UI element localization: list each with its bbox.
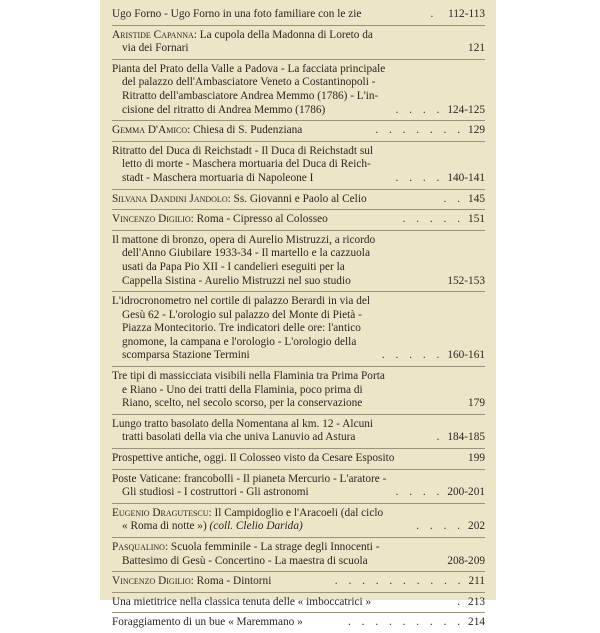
entry-text: La cupola della Madonna di Loreto da: [196, 28, 373, 41]
index-entry: [112, 470, 485, 504]
index-entry: [112, 26, 485, 60]
entry-text: Pianta del Prato della Valle a Padova - La facciata principale: [112, 62, 386, 75]
index-entry: [112, 538, 485, 572]
leader-dots: .: [430, 8, 445, 20]
page-number: 213: [468, 595, 485, 608]
page-number: 160-161: [447, 349, 485, 362]
entry-text: Ritratto dell'ambasciatore Andrea Memmo (1786) - L'in-: [122, 89, 379, 102]
page-ref: [443, 555, 485, 569]
entry-text: Cappella Sistina - Aurelio Mistruzzi nel suo studio: [122, 274, 351, 287]
entry-text: tratti basolati della via che univa Lanuvio ad Astura: [122, 431, 356, 444]
index-entry: [112, 231, 485, 292]
entry-text: Ss. Giovanni e Paolo al Celio: [230, 192, 367, 205]
index-entry: [112, 415, 485, 449]
page-number: 184-185: [447, 431, 485, 444]
index-entry: [112, 572, 485, 593]
index-entry: [112, 292, 485, 367]
index-entry: [112, 593, 485, 614]
entry-author: Vincenzo Digilio:: [112, 213, 194, 226]
page-ref: [403, 213, 485, 227]
entry-text: Ritratto del Duca di Reichstadt - Il Duca di Reichstadt sul: [112, 144, 374, 157]
entry-text: Ugo Forno - Ugo Forno in una foto familiare con le zie: [112, 8, 362, 20]
entry-text: Gesù 62 - L'orologio sul palazzo del Monte di Pietà -: [122, 308, 362, 321]
leader-dots: .: [436, 431, 444, 444]
entry-text: scomparsa Stazione Termini: [122, 349, 250, 362]
entry-author: Aristide Capanna:: [112, 28, 197, 41]
leader-dots: . . . . . . . . .: [348, 616, 465, 629]
entry-text: letto di morte - Maschera mortuaria del Duca di Reich-: [122, 158, 371, 171]
entry-text: cisione del ritratto di Andrea Memmo (1786): [122, 103, 326, 116]
page-ref: [382, 349, 485, 363]
page-number: 179: [468, 397, 485, 410]
page-ref: [444, 193, 485, 207]
index-entry: [112, 60, 485, 121]
page-ref: [375, 124, 485, 138]
page-ref: [431, 8, 485, 22]
index-entry: [112, 142, 485, 190]
page-number: 208-209: [447, 554, 485, 567]
index-entry: [112, 613, 485, 633]
index-entry: [112, 367, 485, 415]
page-ref: [335, 575, 485, 589]
entry-collection: (coll. Clelio Darida): [209, 520, 303, 533]
page-ref: [443, 275, 485, 289]
entry-author: Eugenio Dragutescu:: [112, 506, 212, 519]
leader-dots: . . . . . . .: [375, 124, 465, 137]
index-entry: [112, 190, 485, 211]
index-entry: [112, 449, 485, 470]
page-ref: [396, 486, 485, 500]
page-ref: [464, 42, 485, 56]
page-ref: [348, 616, 485, 630]
page-number: 151: [468, 213, 485, 226]
leader-dots: .: [457, 595, 465, 608]
page-ref: [416, 520, 485, 534]
leader-dots: . .: [443, 192, 465, 205]
page-ref: [396, 104, 485, 118]
entry-author: Gemma D'Amico:: [112, 124, 191, 137]
index-entry: [112, 504, 485, 538]
entry-text: Tre tipi di massicciata visibili nella Flaminia tra Prima Porta: [112, 370, 385, 383]
entry-text: Foraggiamento di un bue « Maremmano »: [112, 616, 303, 629]
page-number: 211: [468, 575, 485, 588]
illustration-index: [112, 5, 485, 633]
entry-text: Il mattone di bronzo, opera di Aurelio Mistruzzi, a ricordo: [112, 233, 376, 246]
page-number: 140-141: [447, 171, 485, 184]
entry-author: Pasqualino:: [112, 541, 169, 553]
leader-dots: . . . .: [395, 486, 444, 499]
entry-text: Poste Vaticane: francobolli - Il pianeta Mercurio - L'aratore -: [112, 472, 387, 485]
page-number: 129: [468, 124, 485, 137]
leader-dots: . . . . .: [381, 349, 444, 362]
page-ref: [464, 397, 485, 411]
entry-text: Scuola femminile - La strage degli Innocenti -: [168, 541, 380, 553]
entry-text: Piazza Montecitorio. Tre indicatori delle ore: l'antico: [122, 322, 361, 335]
entry-text: « Roma di notte »): [122, 520, 210, 533]
leader-dots: . . . .: [395, 171, 444, 184]
entry-text: via dei Fornari: [122, 42, 189, 55]
entry-text: gnomone, la campana e l'orologio - L'orologio della: [122, 335, 357, 348]
entry-text: e Riano - Uno dei tratti della Flaminia, poco prima di: [122, 383, 363, 396]
entry-text: Roma - Cipresso al Colosseo: [193, 213, 328, 226]
page-number: 202: [468, 520, 485, 533]
entry-text: L'idrocronometro nel cortile di palazzo Berardi in via del: [112, 295, 370, 308]
entry-text: stadt - Maschera mortuaria di Napoleone I: [122, 171, 314, 184]
page-ref: [396, 172, 485, 186]
entry-text: Riano, scelto, nel secolo scorso, per la conservazione: [122, 397, 363, 410]
entry-text: dell'Anno Giubilare 1933-34 - Il martello e la cazzuola: [122, 247, 370, 260]
page-ref: [437, 431, 485, 445]
index-entry: [112, 5, 485, 26]
entry-text: Gli studiosi - I costruttori - Gli astronomi: [122, 486, 309, 499]
index-entry: [112, 121, 485, 142]
page-number: 112-113: [448, 8, 485, 20]
entry-text: Una mietitrice nella classica tenuta delle « imboccatrici »: [112, 595, 372, 608]
leader-dots: . . . .: [416, 520, 465, 533]
entry-author: Vincenzo Digilio:: [112, 575, 194, 588]
page-ref: [464, 452, 485, 466]
entry-text: Il Campidoglio e l'Aracoeli (dal ciclo: [211, 506, 384, 519]
page-number: 214: [468, 616, 485, 629]
entry-text: Battesimo di Gesù - Concertino - La maestra di scuola: [122, 554, 368, 567]
entry-text: usati da Papa Pio XII - I candelieri eseguiti per la: [122, 260, 345, 273]
entry-text: Chiesa di S. Pudenziana: [190, 124, 303, 137]
leader-dots: . . . . . . . . . .: [334, 575, 465, 588]
page-number: 199: [468, 452, 485, 465]
index-entry: [112, 210, 485, 231]
entry-text: Prospettive antiche, oggi. Il Colosseo visto da Cesare Esposito: [112, 452, 395, 465]
index-page: [100, 0, 496, 629]
page-number: 121: [468, 42, 485, 55]
entry-text: Roma - Dintorni: [193, 575, 272, 588]
leader-dots: . . . .: [395, 103, 444, 116]
leader-dots: . . . . .: [402, 213, 465, 226]
page-number: 145: [468, 192, 485, 205]
page-ref: [457, 596, 485, 610]
entry-author: Silvana Dandini Jandolo:: [112, 192, 231, 205]
entry-text: del palazzo dell'Ambasciatore Veneto a Costantinopoli -: [122, 76, 376, 89]
entry-text: Lungo tratto basolato della Nomentana al km. 12 - Alcuni: [112, 417, 374, 430]
page-number: 152-153: [447, 274, 485, 287]
page-number: 124-125: [447, 103, 485, 116]
page-number: 200-201: [447, 486, 485, 499]
